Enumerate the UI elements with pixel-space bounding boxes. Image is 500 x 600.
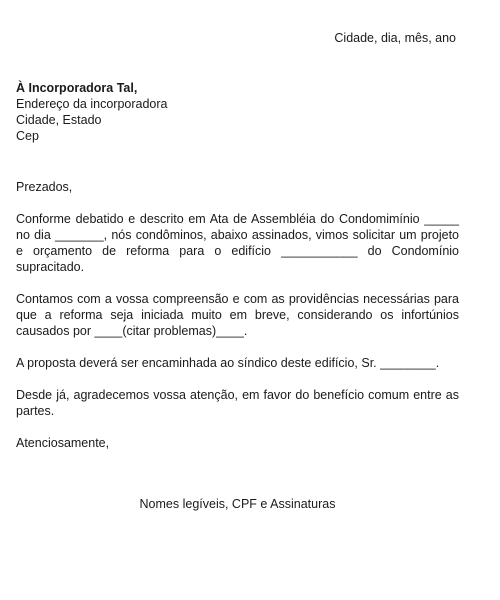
recipient-address: Endereço da incorporadora <box>16 97 168 111</box>
recipient-name: À Incorporadora Tal, <box>16 81 138 95</box>
recipient-city-state: Cidade, Estado <box>16 113 102 127</box>
recipient-block <box>16 80 456 144</box>
paragraph-expectation: Contamos com a vossa compreensão e com as providências necessárias para que a reforma seja iniciada muito em breve, considerando os infortúnios causados por ____(citar problemas)____. <box>16 292 459 338</box>
signature-line: Nomes legíveis, CPF e Assinaturas <box>139 497 336 511</box>
letter-body <box>16 179 459 451</box>
recipient-zip: Cep <box>16 129 39 143</box>
date-line: Cidade, dia, mês, ano <box>334 31 456 45</box>
paragraph-thanks: Desde já, agradecemos vossa atenção, em favor do benefício comum entre as partes. <box>16 388 459 418</box>
closing: Atenciosamente, <box>16 436 110 450</box>
paragraph-request: Conforme debatido e descrito em Ata de Assembléia do Condomimínio _____ no dia _______, nós condôminos, abaixo assinados, vimos solicitar um projeto e orçamento de reforma para o edifício ___________ do Condomínio supracitado. <box>16 212 459 274</box>
greeting: Prezados, <box>16 180 73 194</box>
paragraph-proposal: A proposta deverá ser encaminhada ao síndico deste edifício, Sr. ________. <box>16 356 440 370</box>
